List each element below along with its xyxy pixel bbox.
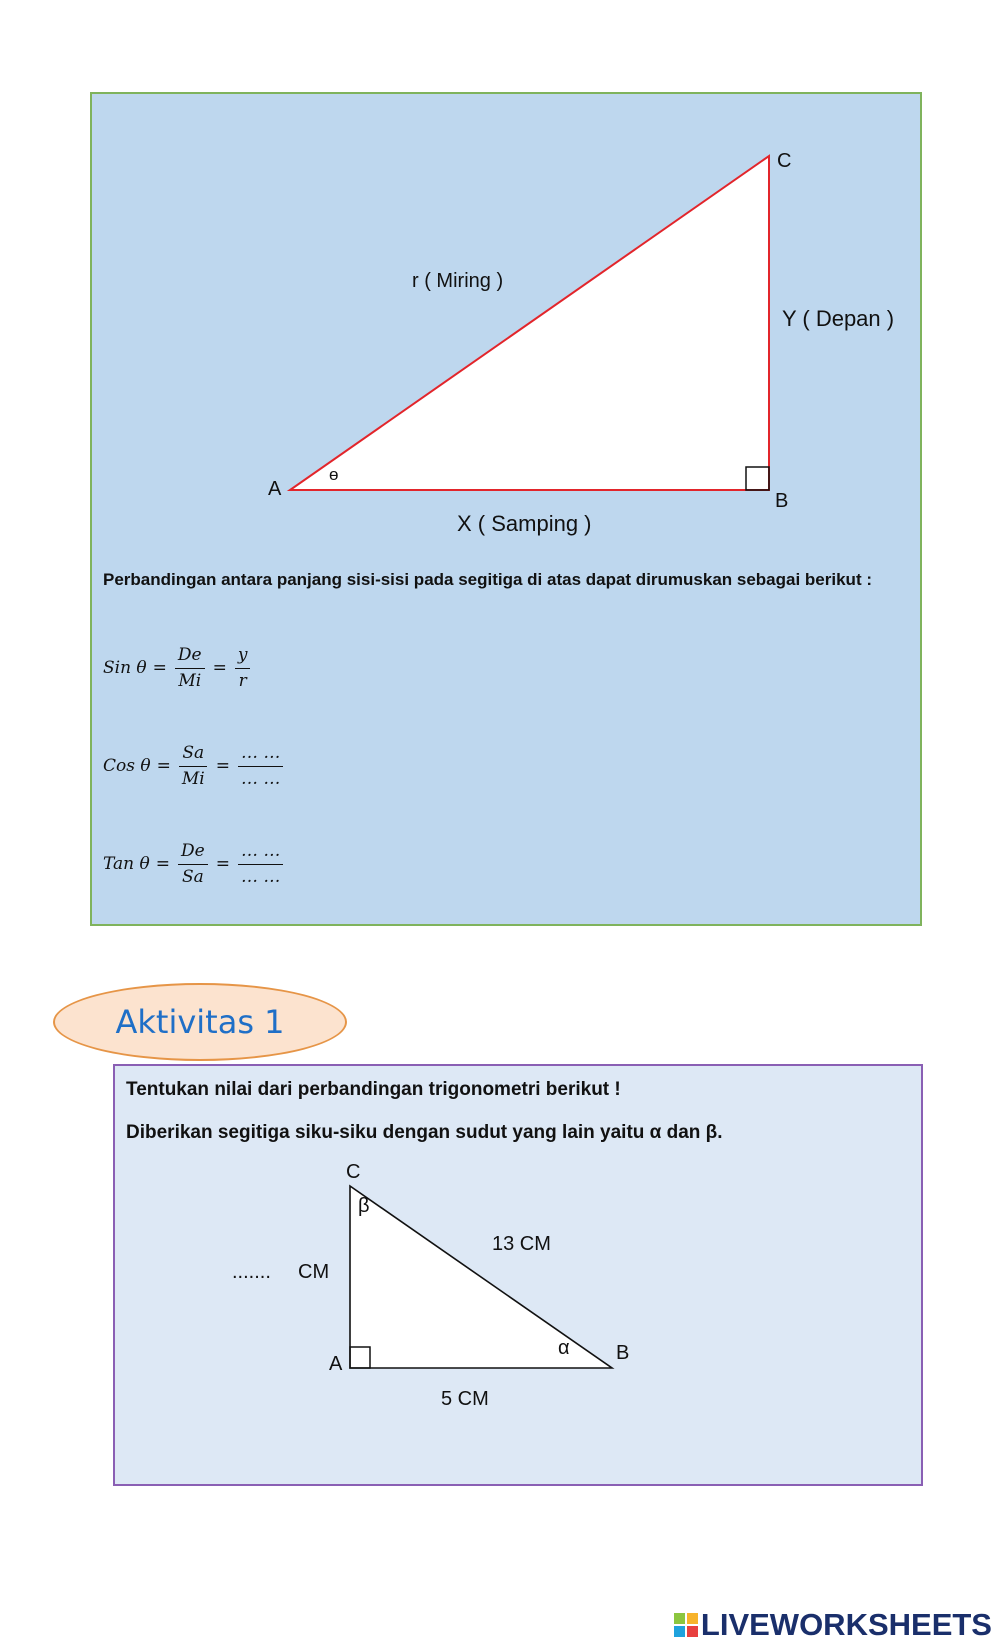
hypotenuse-label: r ( Miring ) xyxy=(412,270,504,292)
cos-eq1: = xyxy=(156,756,171,777)
tan-den2-blank[interactable]: … … xyxy=(240,866,281,887)
logo-grid-icon xyxy=(674,1613,698,1637)
tan-num1: De xyxy=(178,842,208,865)
tan-eq1: = xyxy=(155,854,170,875)
angle-beta-label: β xyxy=(358,1195,370,1217)
cos-num2-blank[interactable]: … … xyxy=(238,744,283,767)
vertex-b2-label: B xyxy=(616,1342,630,1364)
opposite-side-label: Y ( Depan ) xyxy=(782,306,895,331)
height-unit-label: CM xyxy=(298,1261,330,1283)
sin-num1: De xyxy=(175,646,205,669)
sin-den1: Mi xyxy=(178,670,202,691)
cos-den2-blank[interactable]: … … xyxy=(240,768,281,789)
cos-den1: Mi xyxy=(181,768,205,789)
base-5cm-label: 5 CM xyxy=(441,1388,489,1410)
activity-given: Diberikan segitiga siku-siku dengan sudut yang lain yaitu α dan β. xyxy=(126,1122,723,1143)
vertex-c2-label: C xyxy=(346,1161,361,1183)
tan-eq2: = xyxy=(215,854,230,875)
sin-name: Sin θ xyxy=(103,658,147,679)
triangle-2-fill xyxy=(350,1186,612,1368)
vertex-b-label: B xyxy=(775,490,789,512)
sin-eq1: = xyxy=(152,658,167,679)
angle-theta-label: ө xyxy=(329,465,339,484)
activity-title: Aktivitas 1 xyxy=(115,1003,285,1041)
height-blank[interactable]: ....... xyxy=(232,1261,271,1283)
tan-name: Tan θ xyxy=(103,854,150,875)
tan-num2-blank[interactable]: … … xyxy=(238,842,283,865)
liveworksheets-logo xyxy=(674,1607,992,1643)
description-text: Perbandingan antara panjang sisi-sisi pada segitiga di atas dapat dirumuskan sebagai berikut : xyxy=(103,570,872,589)
vertex-c-label: C xyxy=(777,150,792,172)
sin-num2: y xyxy=(235,646,251,669)
adjacent-side-label: X ( Samping ) xyxy=(457,511,592,536)
vertex-a-label: A xyxy=(268,478,282,500)
vertex-a2-label: A xyxy=(329,1353,343,1375)
tan-den1: Sa xyxy=(181,866,204,887)
cos-num1: Sa xyxy=(179,744,207,767)
hypotenuse-13cm-label: 13 CM xyxy=(492,1233,551,1255)
logo-text: LIVEWORKSHEETS xyxy=(700,1607,992,1642)
sin-eq2: = xyxy=(212,658,227,679)
cos-eq2: = xyxy=(215,756,230,777)
sin-den2: r xyxy=(238,670,247,691)
angle-alpha-label: α xyxy=(558,1337,570,1359)
activity-instruction: Tentukan nilai dari perbandingan trigonometri berikut ! xyxy=(126,1079,621,1100)
cos-name: Cos θ xyxy=(103,756,151,777)
